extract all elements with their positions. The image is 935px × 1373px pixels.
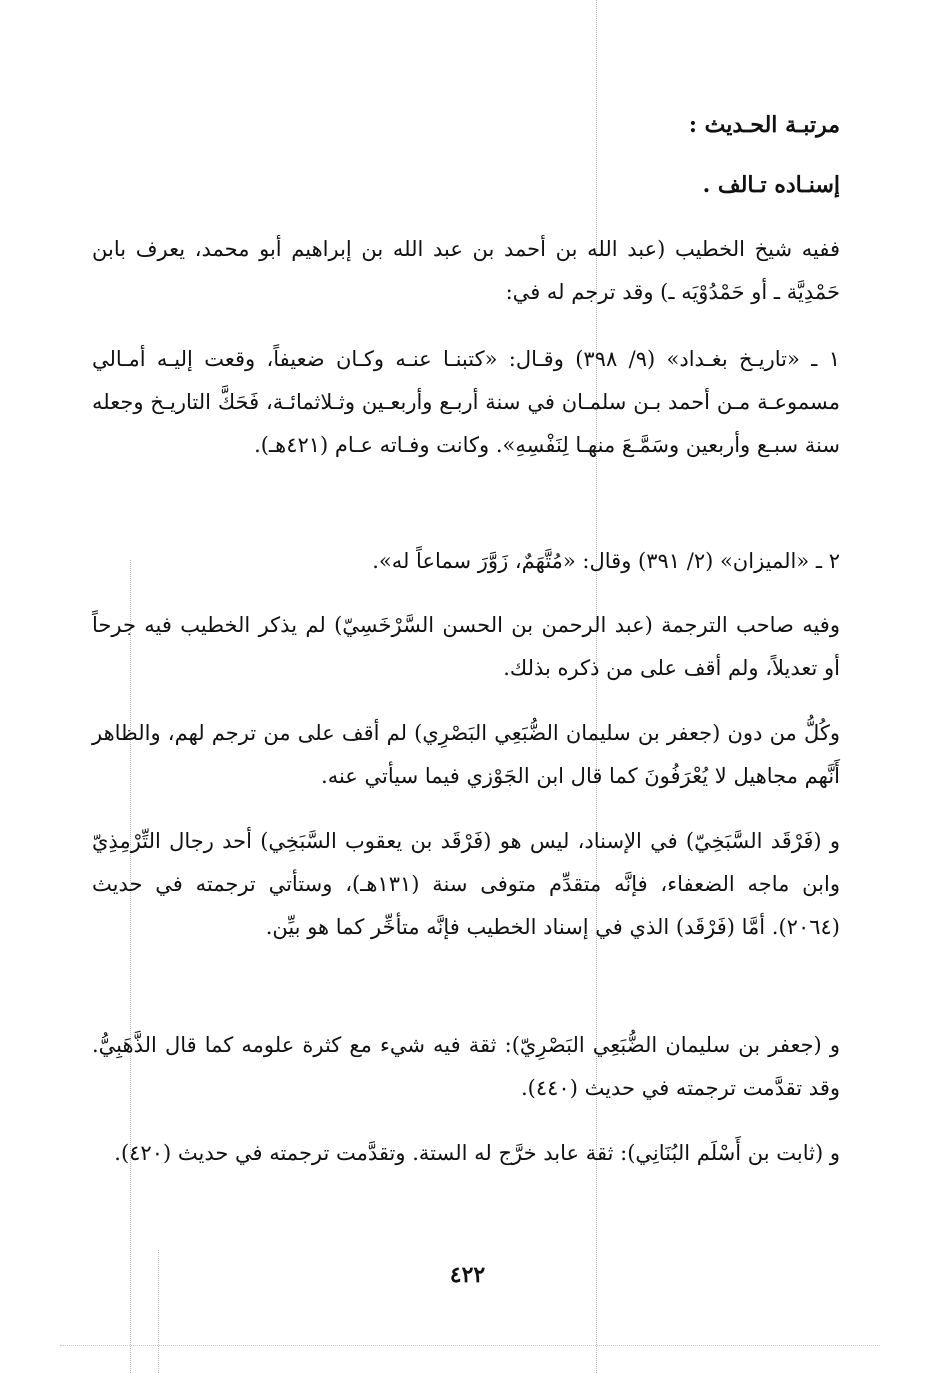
paragraph-source-1: ١ ـ «تاريـخ بغـداد» (٩/ ٣٩٨) وقـال: «كتبنـا عنـه وكـان ضعيفاً، وقعت إليـه أمـالي مسموعـة مـن أحمد بـن سلمـان في سنة أربـع وأربعـين وثـلاثمائـة، فَحَكَّ التاريـخ وجعله سنة سبـع وأربعين وسَمَّـعَ منهـا لِنَفْسِهِ». وكانت وفـاته عـام (٤٢١هـ). bbox=[92, 347, 840, 457]
paragraph-thabit: و (ثابت بن أَسْلَم البُنَانِي): ثقة عابد خرَّج له الستة. وتقدَّمت ترجمته في حديث (٤٢٠). bbox=[114, 1141, 840, 1165]
section-subheading: إسنـاده تـالف . bbox=[702, 172, 840, 198]
paragraph-source-2: ٢ ـ «الميزان» (٢/ ٣٩١) وقال: «مُتَّهَمٌ، زَوَّرَ سماعاً له». bbox=[372, 549, 840, 573]
paragraph-narrator-1: ففيه شيخ الخطيب (عبد الله بن أحمد بن عبد الله بن إبراهيم أبو محمد، يعرف بابن حَمْدِيَّة ـ أو حَمْدُوْيَه ـ) وقد ترجم له في: bbox=[92, 237, 840, 304]
paragraph-jafar: و (جعفر بن سليمان الضُّبَعِي البَصْرِيّ): ثقة فيه شيء مع كثرة علومه كما قال الذَّهَبِيُّ. وقد تقدَّمت ترجمته في حديث (٤٤٠). bbox=[92, 1033, 840, 1100]
paragraph-farqad: و (فَرْقَد السَّبَخِيّ) في الإسناد، ليس هو (فَرْقَد بن يعقوب السَّبَخِي) أحد رجال التِّرْمِذِيّ وابن ماجه الضعفاء، فإنَّه متقدِّم متوفى سنة (١٣١هـ)، وستأتي ترجمته في حديث (٢٠٦٤). أمَّا (فَرْقَد) الذي في إسناد الخطيب فإنَّه متأخِّر كما هو بيِّن. bbox=[92, 829, 840, 939]
page-number: ٤٢٢ bbox=[449, 1262, 486, 1288]
section-heading-grade: مرتبـة الحـديث : bbox=[688, 112, 840, 138]
scan-artifact-line bbox=[60, 1345, 880, 1346]
paragraph-subject: وفيه صاحب الترجمة (عبد الرحمن بن الحسن السَّرْخَسِيّ) لم يذكر الخطيب فيه جرحاً أو تعديلاً، ولم أقف على من ذكره بذلك. bbox=[92, 613, 840, 680]
paragraph-unknowns: وكُلُّ من دون (جعفر بن سليمان الضُّبَعِي البَصْرِي) لم أقف على من ترجم لهم، والظاهر أَنَّهم مجاهيل لا يُعْرَفُونَ كما قال ابن الجَوْزي فيما سيأتي عنه. bbox=[92, 721, 840, 788]
